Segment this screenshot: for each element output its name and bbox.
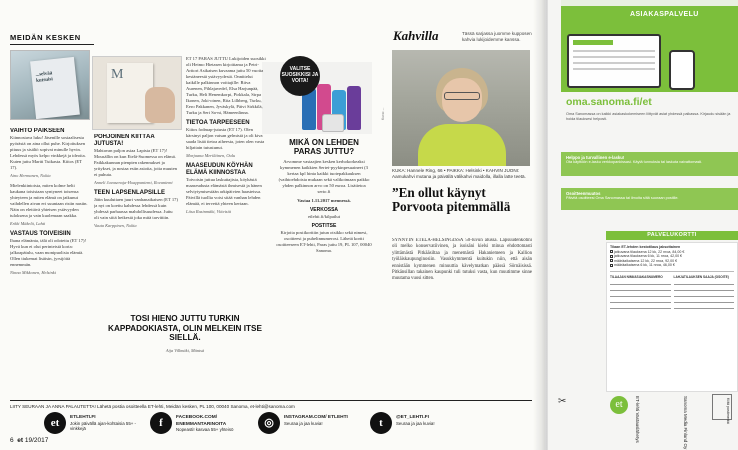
letters-column-2 <box>94 134 178 314</box>
contest-body: Arvomme vastaajien kesken kerhokorkeaksi kymmenen kaikkien Sertei-pyykinpesuaineet (3 kertaa kpl hinta kaikki tuotepakkauksen (vaihtoehdoista mukaan sekä valikoimaan paikko yhden palkinnon arvo on 50 euroa. Lisätietoa serto.fi <box>278 159 370 194</box>
letter-signature: Vauta Karppinen, Nokia <box>94 223 137 228</box>
social-title: ETLEHTI.FI <box>70 415 96 420</box>
letter-body: Mahtavan paljon asiaa Lapista (ET 17)! Mousällin on kun Etelä-Suomessa on elämä. Paikkakunnan pienpien rakennukset ja yritykset, ja nostaa esiin asioita, joita muuten ei puhuta. <box>94 148 177 177</box>
contest-column <box>276 138 372 338</box>
section-label: MEIDÄN KESKEN <box>10 33 81 42</box>
gift-label: LAHJATILAUKSEN SAAJA (OSOITE) <box>673 274 729 279</box>
social-text <box>284 414 362 426</box>
photo-caption: KUKA: Hannele Ring, 66 • PAIKKA: Helsinki • KAHVIN JUONI: Aamukahvi mutana ja päivällä välikahvi maidolla, illalla latte teetä. <box>392 168 526 179</box>
address-change-heading: Osoitteenmuutos <box>566 191 601 196</box>
letter-heading: MAASEUDUN KÖYHÄN ELÄMÄ KIINNOSTAA <box>186 163 253 176</box>
checkbox[interactable] <box>610 264 613 267</box>
subscriber-label: TILAAJAN NIMI/ASIAKASNUMERO <box>610 274 663 279</box>
form-option-label: määräaikaisena 12 kk, 22 nroa, 92,00 € <box>614 258 678 263</box>
stamp-label: Kiitä postimerkki <box>726 398 730 425</box>
letter-heading: VASTAUS TOIVEISIIN <box>10 231 71 237</box>
best-story-note: ET 17 PARAS JUTTU Lukijoiden suosikki oli Heimo Hietasen kirjoittama ja Petri-Arttori Asikaisen kuvaama juttu 50 vuotta kestäneestä ystävyydestä. Onnittelut kaikille palkinnon voittajille: Ritva Aurenen, Pihlajavedel, Elsa Harjunpää, Turku, Heli Henemkorpi, Pirkkala, Sirpa Ikonen, Joki-oinen, Rita Lilhberg, Turku, Eero Pakkanen, Jyväskylä, Päivi Sirkkilä, Turku ja Seri Sa-ni, Hämeenlinna. <box>186 56 266 115</box>
letter-body: Kiinnostava luku! Jäsenille sosiaalisesta pyörästä on aina ollut puhe. Kirjoituksen pituus ja sisältö sopivat minulle hyvin. Lehdessä myös kelpo vinkkejä ja ideoita. Kuten juttu Martti Tuikasta. Kiitos (ET 17). <box>10 135 86 170</box>
contest-question: MIKÄ ON LEHDEN PARAS JUTTU? <box>289 138 359 156</box>
contest-web-link[interactable]: etlehti.fi/kilpailut <box>307 214 341 219</box>
letter-heading: TEEN LAPSENLAPSILLE <box>94 190 166 196</box>
kahvilla-title: Kahvilla <box>393 28 439 43</box>
letter-signature: Ninna Mikkonen, Helsinki <box>10 270 56 275</box>
einvoice-box <box>561 152 738 176</box>
form-row-text: Tilaan ET-lehden kestotilaus jaksottainen <box>610 245 681 249</box>
checkbox[interactable] <box>610 255 613 258</box>
shirt <box>418 124 506 166</box>
address-change-box <box>561 188 738 210</box>
photo-credit: Kuva: ... <box>381 107 385 120</box>
book-title: ...selvää kutsuisi <box>35 71 54 84</box>
publisher-label: Sanoma Media Finland Oy <box>683 396 688 450</box>
interviewee-photo <box>392 50 530 166</box>
article-text: SYNNYIN ETELÄ-HELSINGISSÄ 50-luvun alussa. Lapsuudenkotini oli melko konservatiivinen, ja isoisäni kielsi minua ehdottomasti ylittämästä Pitkääsiltaa ja menemästä Hakaniemeen ja Kallion työläiskaupunginosiin. Vasukkymmentä kuitukin niin, että aisän ennistään kymmenen minuuttia kävelymatkan päässä Sörnäisissä. Pitkänsillan takainen kaupunki tuli tutuksi vasta, kun muutimme sinne muutama vuosi sitten. <box>392 238 532 282</box>
et-logo-icon: et <box>610 396 628 414</box>
form-divider <box>610 271 734 272</box>
page-gutter <box>533 0 547 450</box>
phone-image <box>669 50 695 90</box>
social-body: Nopeasti! kasvaa 55+ yhteisö <box>176 427 234 433</box>
social-title: @ET_LEHTI.FI <box>396 415 429 420</box>
contest-web-heading: VERKOSSA <box>309 207 339 213</box>
laptop-line <box>573 68 655 70</box>
contest-post-body: Kirjoita postikorttiin jutun otsikko sekä nimesi, osoitteesi ja puhelinnumerosi. Lähetä kortti osoitteeseen ET-lehti, Paras juttu 19, PL 107, 00040 Sanoma. <box>276 230 372 253</box>
einvoice-text: Ota käyttöön e-lasku verkkopankissasi. Käytä tunnuksia tai laskuta vaivattomasti. <box>566 160 703 164</box>
social-text <box>176 414 254 433</box>
article-headline: ”En ollut käynyt Porvoota pitemmällä <box>392 185 511 214</box>
letter-signature: Marjaana Meriläinen, Oulu <box>186 153 236 158</box>
scissors-icon: ✂ <box>558 396 567 407</box>
subscriber-fields <box>610 275 671 309</box>
laptop-line <box>573 50 655 52</box>
social-title: INSTAGRAM.COM/ ETLEHTI <box>284 415 348 420</box>
form-option-label: jatkuvana tilauksena 6 kk, 11 nroa, 42,00 € <box>614 254 683 259</box>
pull-quote-signature: Aija Villmäki, Mäntsä <box>165 348 205 353</box>
section-rule <box>10 44 94 45</box>
gift-fields <box>674 275 735 309</box>
service-card-form <box>606 242 738 392</box>
et-logo-icon: et <box>44 412 66 434</box>
kahvilla-intro: Tässä sarjassa juomme kupposen kahvia lukijoidemme kanssa. <box>462 31 532 42</box>
contest-badge: VALITSE SUOSIKKISI JA VOITA! <box>280 56 320 96</box>
twitter-icon: t <box>370 412 392 434</box>
checkbox[interactable] <box>610 259 613 262</box>
letter-body: Toivoisin juttua laskuttajista, köyhästä maaseudusta elämästä ihmisestä ja hänen selviytymisestään arkipäivien haasteissa. Päivillä tuollia voisi sitää vanhan lehden elämää, ei tervettä yhteen kertaan. <box>186 177 262 206</box>
contest-post-heading: POSTITSE <box>311 223 337 229</box>
text-field[interactable] <box>610 303 671 309</box>
page-number: 6 <box>10 437 14 444</box>
laptop-image <box>567 34 661 88</box>
letter-signature: Erkki Mäkelä, Lahti <box>10 221 46 226</box>
letter-body: Ihana elämänta, tälä oli odotettu (ET 17)! Hyvä kun ei olut perinteistä koria: jalkoapätulu, vaan monipuolisia elämiä. Ollen tiukemat lisäisin, jyrsijöitä ennemmän. <box>10 238 87 267</box>
laptop-line <box>573 62 655 64</box>
form-option-label: jatkuvana tilauksena 12 kk, 22 nroa, 84,00 € <box>614 249 685 254</box>
service-intro: Oma Sanomassa on kaikki asiakaskokemiseen liittyvät asiat yhdessä paikassa. Kirjaudu sisään ja hoida tilauksesi helposti. <box>566 112 731 121</box>
bottle-purple <box>347 86 361 130</box>
page-folio <box>10 437 48 444</box>
magazine-hands-photo <box>92 56 182 130</box>
laptop-line <box>573 56 655 58</box>
laptop-header <box>573 40 613 45</box>
text-field[interactable] <box>674 303 735 309</box>
letter-signature: Anneli Juvasenoja-Hoappaniemi, Rovaniemi <box>94 180 173 185</box>
facebook-icon: f <box>150 412 172 434</box>
book-image <box>30 57 80 119</box>
letter-body: Mielenkiintoista, miten kolme helti kaukana toisistaan syntyneet toisensa yhteyteen ja miten elämä on jatkunut vaihdellen aivan eri suuntaan ristin nastin. Näin on elettävä yhteisen ystävyyden tuloksena ja vain kuolemaan saakka. <box>10 183 88 218</box>
social-body: Seuraa ja jaa kuvia! <box>284 420 323 426</box>
address-change-text: Päivitä osoitteesi Oma Sanomassa tai ilmoita siitä suoraan postille. <box>566 196 679 200</box>
letter-body: Kiitos fodmap-jutusta (ET 17). Olen kärsinyt paljon vatsan gelmistä ja oli kiva saada lisää tietoa aiheesta, joten olen vasta hiljattain tutustunut. <box>186 127 265 150</box>
reply-label: ET-lehti Vastauslähetys <box>635 396 640 443</box>
social-body: Jokin päivällä ajan-kohtaisia 55+ -vinkkejä <box>70 420 137 432</box>
article-body <box>392 238 532 398</box>
letter-signature: Liisa Rasinmäki, Viiteisiä <box>186 209 231 214</box>
checkbox[interactable] <box>610 250 613 253</box>
service-url[interactable]: oma.sanoma.fi/et <box>566 96 652 108</box>
letters-column-1 <box>10 128 90 396</box>
magazine-name: et <box>17 437 24 444</box>
letter-body: Jätin kuuluttaen juuri vanhanaikaisen (ET 17) ja nyt on koettu kahdessa lehdessä kuin yhdessä parhaassa mahdollisuudessa. Juttu oli vain siitä hetkestä joka mitä tarvittiin. <box>94 197 178 220</box>
devices-illustration <box>561 24 738 92</box>
einvoice-heading: Helppo ja turvallinen e-lasku! <box>566 155 625 160</box>
letter-heading: VAIHTO PÄIKSEEN <box>10 128 65 134</box>
detergent-box <box>322 114 344 132</box>
instagram-icon: ◎ <box>258 412 280 434</box>
social-body: Seuraa ja jaa kuvia! <box>396 420 435 426</box>
face <box>442 78 482 122</box>
footer <box>10 400 532 409</box>
letter-heading: TIETOA TARPEESEEN <box>186 120 250 126</box>
contest-deadline: Vastaa 1.11.2017 mennessä. <box>297 198 351 203</box>
footer-heading: LIITY SEURAAN JA ANNA PALAUTETTA! Lähetä postia osoitteella ET-lehti, Meidän kesken, PL 100, 00040 Sanoma, et-lehti@sanoma.com <box>10 404 295 409</box>
customer-service-title: ASIAKASPALVELU <box>630 11 699 18</box>
form-option-label: määräaikaisena 6 kk, 11 nroa, 46,00 € <box>614 263 675 268</box>
issue-number: 19/2017 <box>24 437 49 444</box>
letter-signature: Aino Hermanen, Nokia <box>10 173 51 178</box>
letter-heading: POHJOINEN KIITTÄÄ JUTUSTA! <box>94 134 155 147</box>
pull-quote: TOSI HIENO JUTTU TURKIN KAPPADOKIASTA, OLIN MELKEIN ITSE SIELLÄ. <box>108 314 262 343</box>
magazine-cover-letter: M <box>111 67 124 82</box>
hand-image <box>145 87 175 123</box>
service-card-bar: PALVELUKORTTI <box>606 231 738 240</box>
form-option[interactable] <box>610 263 734 268</box>
glasses <box>444 92 480 100</box>
letters-column-3 <box>186 56 266 312</box>
social-text <box>70 414 148 432</box>
social-title: FACEBOOK.COM/ ENEMMANTARINOITA <box>176 415 227 427</box>
social-text <box>396 414 474 426</box>
form-fields <box>610 275 734 309</box>
book-photo <box>10 50 90 120</box>
